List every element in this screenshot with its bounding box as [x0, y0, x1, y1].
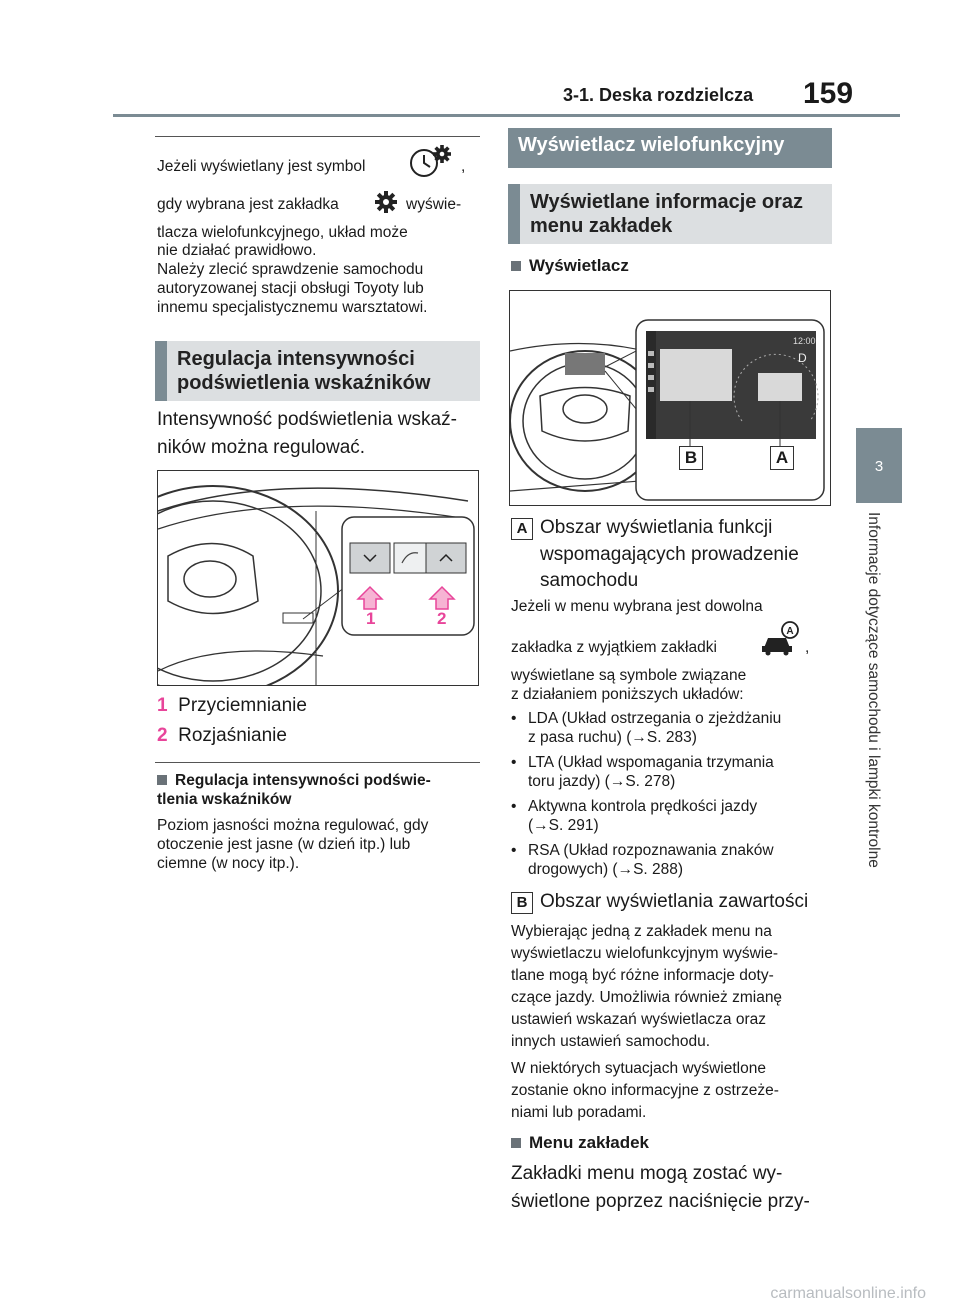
- clock-gear-icon: [407, 143, 453, 179]
- divider: [155, 136, 480, 137]
- dashboard-illustration: [510, 291, 830, 505]
- body-text: otoczenie jest jasne (w dzień itp.) lub: [157, 836, 411, 853]
- b-title: Obszar wyświetlania zawartości: [540, 891, 809, 912]
- section-heading-mfd: Wyświetlacz wielofunkcyjny: [508, 128, 832, 168]
- label-b: B: [679, 446, 703, 470]
- body-text: Jeżeli w menu wybrana jest dowolna: [511, 598, 763, 615]
- a-title: Obszar wyświetlania funkcji: [540, 517, 773, 538]
- intro-text-end: ,: [461, 158, 466, 175]
- body-text: Intensywność podświetlenia wskaź-: [157, 409, 457, 430]
- body-text: niami lub poradami.: [511, 1104, 647, 1121]
- gear-readout: D: [798, 351, 807, 365]
- body-text: wyświetlaczu wielofunkcyjnym wyświe-: [511, 945, 779, 962]
- list-item: • RSA (Układ rozpoznawania znaków: [528, 841, 774, 860]
- a-title: wspomagających prowadzenie: [540, 544, 799, 565]
- display-figure: [509, 290, 831, 506]
- list-item: • LTA (Układ wspomagania trzymania: [528, 753, 774, 772]
- body-text: ciemne (w nocy itp.).: [157, 855, 300, 872]
- body-text: zostanie okno informacyjne z ostrzeże-: [511, 1082, 779, 1099]
- intro-text: innemu specjalistycznemu warsztatowi.: [157, 299, 428, 316]
- intro-text: nie działać prawidłowo.: [157, 242, 317, 259]
- subheading: Wyświetlacz: [511, 256, 629, 275]
- label-a-key: A: [511, 518, 533, 540]
- intro-text: autoryzowanej stacji obsługi Toyoty lub: [157, 280, 424, 297]
- body-text: wyświetlane są symbole związane: [511, 667, 747, 684]
- list-item: z pasa ruchu) (→S. 283): [528, 729, 697, 746]
- subheading: Regulacja intensywności podświe-: [157, 771, 431, 790]
- body-text: ,: [805, 639, 810, 656]
- intro-text: gdy wybrana jest zakładka: [157, 196, 339, 213]
- car-assist-icon: [758, 620, 802, 656]
- body-text: Wybierając jedną z zakładek menu na: [511, 923, 772, 940]
- clock-readout: 12:00: [793, 336, 816, 346]
- subheading: tlenia wskaźników: [157, 791, 292, 808]
- section-header: 3-1. Deska rozdzielcza: [563, 85, 754, 105]
- intro-text: Jeżeli wyświetlany jest symbol: [157, 158, 366, 175]
- intro-text: Należy zlecić sprawdzenie samochodu: [157, 261, 424, 278]
- chapter-title: Informacje dotyczące samochodu i lampki kontrolne: [865, 512, 882, 868]
- intro-text: wyświe-: [406, 196, 462, 213]
- body-text: innych ustawień samochodu.: [511, 1033, 711, 1050]
- body-text: z działaniem poniższych układów:: [511, 686, 744, 703]
- label-b-key: B: [511, 892, 533, 914]
- label-a: A: [770, 446, 794, 470]
- section-heading-brightness: Regulacja intensywności podświetlenia wskaźników: [155, 341, 480, 401]
- body-text: ustawień wskazań wyświetlacza oraz: [511, 1011, 766, 1028]
- intro-text: tlacza wielofunkcyjnego, układ może: [157, 224, 408, 241]
- svg-text:A: A: [786, 626, 794, 637]
- divider: [155, 762, 480, 763]
- list-item: • Aktywna kontrola prędkości jazdy: [528, 797, 757, 816]
- body-text: czące jazdy. Umożliwia również zmianę: [511, 989, 783, 1006]
- header-rule: [113, 114, 900, 117]
- list-item: 1 Przyciemnianie: [157, 695, 307, 716]
- body-text: W niektórych sytuacjach wyświetlone: [511, 1060, 766, 1077]
- body-text: świetlone poprzez naciśnięcie przy-: [511, 1191, 810, 1212]
- body-text: Zakładki menu mogą zostać wy-: [511, 1163, 783, 1184]
- callout-2: 2: [437, 609, 447, 628]
- subheading: Menu zakładek: [511, 1133, 649, 1152]
- page-number: 159: [803, 77, 854, 110]
- section-heading-info: Wyświetlane informacje oraz menu zakładek: [508, 184, 832, 244]
- list-item: drogowych) (→S. 288): [528, 861, 684, 878]
- body-text: Poziom jasności można regulować, gdy: [157, 817, 429, 834]
- chapter-number: 3: [874, 458, 884, 475]
- body-text: zakładka z wyjątkiem zakładki: [511, 639, 717, 656]
- gear-icon: [374, 190, 398, 214]
- list-item: • LDA (Układ ostrzegania o zjeżdżaniu: [528, 709, 781, 728]
- callout-1: 1: [366, 609, 376, 628]
- watermark: carmanualsonline.info: [770, 1285, 926, 1302]
- brightness-figure: [157, 470, 479, 686]
- steering-wheel-illustration: [158, 471, 478, 685]
- list-item: 2 Rozjaśnianie: [157, 725, 287, 746]
- a-title: samochodu: [540, 570, 639, 591]
- list-item: (→S. 291): [528, 817, 599, 834]
- body-text: tlane mogą być różne informacje doty-: [511, 967, 774, 984]
- list-item: toru jazdy) (→S. 278): [528, 773, 676, 790]
- body-text: ników można regulować.: [157, 437, 366, 458]
